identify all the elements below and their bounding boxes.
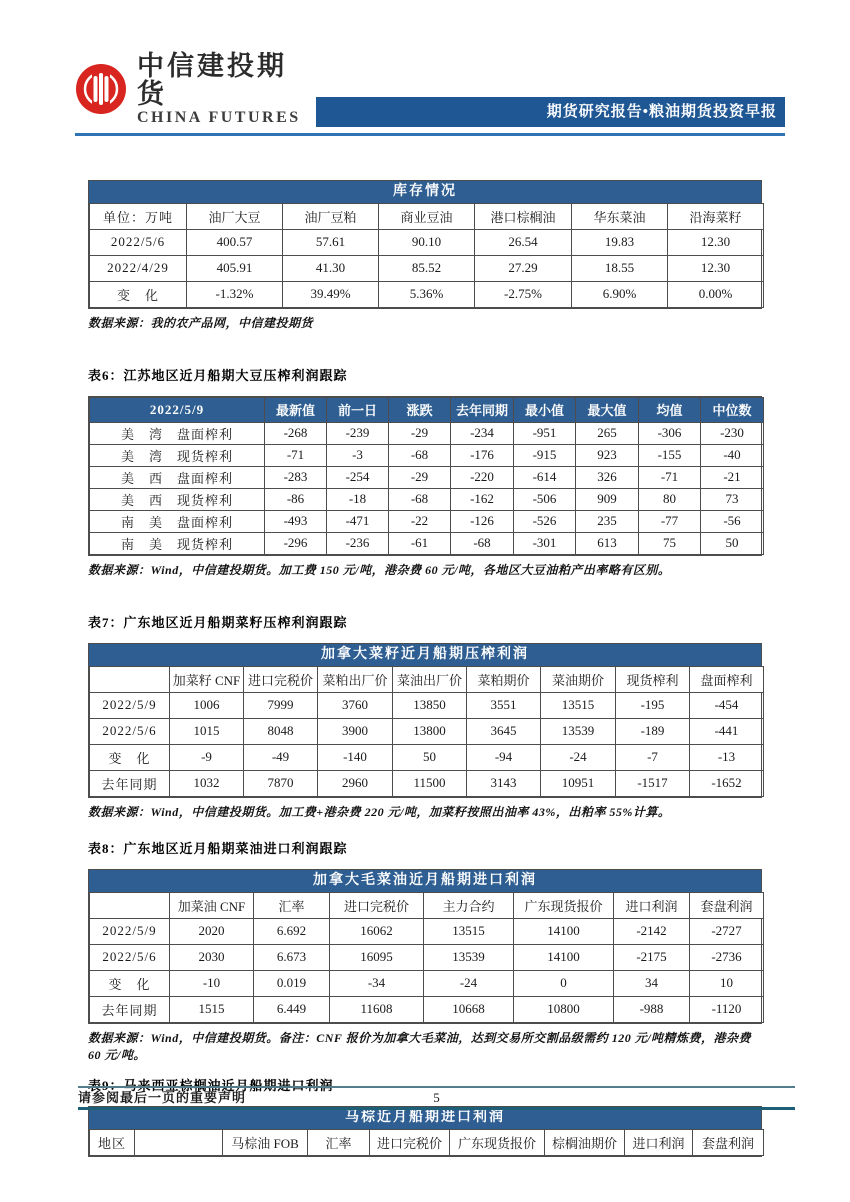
column-header: 广东现货报价 xyxy=(450,1129,545,1155)
table-row xyxy=(90,532,764,554)
row-label: 美 湾 盘面榨利 xyxy=(90,422,265,444)
table-cell: -306 xyxy=(639,422,701,444)
table-row xyxy=(90,229,764,255)
table-cell: 80 xyxy=(639,488,701,510)
row-label: 去年同期 xyxy=(90,996,170,1022)
row-label: 2022/5/9 xyxy=(90,918,170,944)
rapeoil-import-table-title: 加拿大毛菜油近月船期进口利润 xyxy=(89,870,761,892)
table-cell: -162 xyxy=(451,488,514,510)
table-cell: 2030 xyxy=(170,944,254,970)
table-cell: -526 xyxy=(514,510,576,532)
column-header: 涨跌 xyxy=(389,397,451,422)
rapeseed-crush-table-frame xyxy=(88,643,762,798)
column-header: 菜油期价 xyxy=(541,666,616,692)
table-cell: 14100 xyxy=(514,944,614,970)
inventory-table xyxy=(89,203,764,308)
table-cell: 405.91 xyxy=(187,255,283,281)
brand-name-cn: 中信建投期货 xyxy=(137,51,287,110)
soy-crush-section xyxy=(88,365,762,578)
inventory-table-title: 库存情况 xyxy=(89,181,761,203)
soy-crush-table xyxy=(89,397,764,555)
column-header xyxy=(90,892,170,918)
table-cell: -1517 xyxy=(616,770,690,796)
report-title-band: 期货研究报告•粮油期货投资早报 xyxy=(316,97,785,127)
table-row xyxy=(90,281,764,307)
column-header xyxy=(135,1129,223,1155)
table-cell: 1032 xyxy=(170,770,244,796)
column-header: 油厂豆粕 xyxy=(283,203,379,229)
table-cell: 2960 xyxy=(318,770,393,796)
rapeoil-import-table-frame xyxy=(88,869,762,1024)
column-header: 沿海菜籽 xyxy=(668,203,764,229)
table-cell: 235 xyxy=(576,510,639,532)
table-cell: 0 xyxy=(514,970,614,996)
table-cell: 50 xyxy=(701,532,764,554)
table-cell: -2142 xyxy=(614,918,690,944)
table-cell: -24 xyxy=(541,744,616,770)
table-cell: 27.29 xyxy=(475,255,572,281)
column-header: 进口利润 xyxy=(614,892,690,918)
table8-caption: 表8：广东地区近月船期菜油进口利润跟踪 xyxy=(88,840,348,856)
table-cell: -2175 xyxy=(614,944,690,970)
table-cell: 1006 xyxy=(170,692,244,718)
column-header: 均值 xyxy=(639,397,701,422)
table-row xyxy=(90,744,764,770)
column-header: 进口完税价 xyxy=(330,892,424,918)
table-cell: -24 xyxy=(424,970,514,996)
table-cell: -3 xyxy=(327,444,389,466)
table-cell: 6.90% xyxy=(572,281,668,307)
header-row xyxy=(90,666,764,692)
table-cell: 10951 xyxy=(541,770,616,796)
table-row xyxy=(90,996,764,1022)
table-cell: -189 xyxy=(616,718,690,744)
table-cell: 1015 xyxy=(170,718,244,744)
column-header: 广东现货报价 xyxy=(514,892,614,918)
table-cell: -155 xyxy=(639,444,701,466)
table-cell: -220 xyxy=(451,466,514,488)
table-cell: 14100 xyxy=(514,918,614,944)
table-cell: 6.692 xyxy=(254,918,330,944)
table-cell: -71 xyxy=(265,444,327,466)
column-header: 菜粕出厂价 xyxy=(318,666,393,692)
palm-import-table-frame xyxy=(88,1106,762,1157)
palm-import-table xyxy=(89,1129,764,1156)
table-cell: -195 xyxy=(616,692,690,718)
data-source-note: 数据来源：Wind，中信建投期货。加工费 150 元/吨，港杂费 60 元/吨，各地区大豆油粕产出率略有区别。 xyxy=(88,562,671,577)
table-cell: 265 xyxy=(576,422,639,444)
brand-name-en: CHINA FUTURES xyxy=(137,108,301,126)
header-row xyxy=(90,203,764,229)
column-header: 去年同期 xyxy=(451,397,514,422)
table-cell: 3143 xyxy=(467,770,541,796)
table-cell: -34 xyxy=(330,970,424,996)
page-header xyxy=(75,52,785,127)
table-cell: 12.30 xyxy=(668,229,764,255)
data-source-note: 数据来源：Wind，中信建投期货。加工费+港杂费 220 元/吨，加菜籽按照出油率 43%，出粕率 55%计算。 xyxy=(88,804,671,819)
table-cell: -40 xyxy=(701,444,764,466)
table-cell: -86 xyxy=(265,488,327,510)
table-cell: 50 xyxy=(393,744,467,770)
table-cell: 90.10 xyxy=(379,229,475,255)
table-cell: -18 xyxy=(327,488,389,510)
table-cell: 7999 xyxy=(244,692,318,718)
table-row xyxy=(90,970,764,996)
table-cell: -49 xyxy=(244,744,318,770)
table-row xyxy=(90,422,764,444)
table-cell: -22 xyxy=(389,510,451,532)
column-header: 中位数 xyxy=(701,397,764,422)
table-cell: -239 xyxy=(327,422,389,444)
table-cell: 6.673 xyxy=(254,944,330,970)
rapeoil-import-section xyxy=(88,838,762,1063)
palm-import-table-title: 马棕近月船期进口利润 xyxy=(89,1107,761,1129)
table-cell: 11500 xyxy=(393,770,467,796)
table-cell: 3551 xyxy=(467,692,541,718)
table-cell: 16062 xyxy=(330,918,424,944)
table-cell: -21 xyxy=(701,466,764,488)
table-cell: 85.52 xyxy=(379,255,475,281)
table-cell: -77 xyxy=(639,510,701,532)
row-label: 2022/5/6 xyxy=(90,229,187,255)
table-cell: 10800 xyxy=(514,996,614,1022)
table-cell: 0.00% xyxy=(668,281,764,307)
page-footer xyxy=(78,1086,795,1110)
column-header: 最大值 xyxy=(576,397,639,422)
table-cell: -29 xyxy=(389,422,451,444)
soy-crush-table-frame xyxy=(88,396,762,556)
header-row xyxy=(90,1129,764,1155)
table-cell: 326 xyxy=(576,466,639,488)
column-header: 前一日 xyxy=(327,397,389,422)
row-label: 美 西 盘面榨利 xyxy=(90,466,265,488)
table-row xyxy=(90,918,764,944)
table-row xyxy=(90,944,764,970)
column-header: 加菜油 CNF xyxy=(170,892,254,918)
rapeseed-crush-table xyxy=(89,666,764,797)
table-cell: 13800 xyxy=(393,718,467,744)
column-header: 进口完税价 xyxy=(244,666,318,692)
table-cell: 909 xyxy=(576,488,639,510)
table-cell: -296 xyxy=(265,532,327,554)
table-cell: -71 xyxy=(639,466,701,488)
column-header: 最新值 xyxy=(265,397,327,422)
table-cell: 0.019 xyxy=(254,970,330,996)
table-cell: 8048 xyxy=(244,718,318,744)
table-cell: 19.83 xyxy=(572,229,668,255)
table-cell: -10 xyxy=(170,970,254,996)
table-cell: -441 xyxy=(690,718,764,744)
rapeseed-crush-table-title: 加拿大菜籽近月船期压榨利润 xyxy=(89,644,761,666)
table-cell: -68 xyxy=(451,532,514,554)
table-cell: 18.55 xyxy=(572,255,668,281)
inventory-section xyxy=(88,180,762,331)
disclaimer-text: 请参阅最后一页的重要声明 xyxy=(78,1090,247,1105)
table-cell: 13539 xyxy=(424,944,514,970)
table-cell: 7870 xyxy=(244,770,318,796)
column-header: 华东菜油 xyxy=(572,203,668,229)
table-cell: -68 xyxy=(389,488,451,510)
row-label: 变 化 xyxy=(90,970,170,996)
footer-row xyxy=(78,1088,795,1107)
column-header: 盘面榨利 xyxy=(690,666,764,692)
table-cell: -988 xyxy=(614,996,690,1022)
data-source-note: 数据来源：我的农产品网，中信建投期货 xyxy=(88,315,314,330)
table-cell: -176 xyxy=(451,444,514,466)
table-cell: -236 xyxy=(327,532,389,554)
table-cell: -140 xyxy=(318,744,393,770)
table-row xyxy=(90,466,764,488)
row-label: 2022/5/9 xyxy=(90,692,170,718)
table-row xyxy=(90,488,764,510)
table-cell: -493 xyxy=(265,510,327,532)
table-cell: 2020 xyxy=(170,918,254,944)
column-header: 2022/5/9 xyxy=(90,397,265,422)
row-label: 美 西 现货榨利 xyxy=(90,488,265,510)
table-cell: 3645 xyxy=(467,718,541,744)
table-row xyxy=(90,692,764,718)
table6-caption: 表6：江苏地区近月船期大豆压榨利润跟踪 xyxy=(88,367,348,383)
table-cell: -1652 xyxy=(690,770,764,796)
table-cell: -454 xyxy=(690,692,764,718)
table-cell: 10668 xyxy=(424,996,514,1022)
row-label: 变 化 xyxy=(90,281,187,307)
table-cell: -951 xyxy=(514,422,576,444)
column-header: 加菜籽 CNF xyxy=(170,666,244,692)
column-header: 棕榈油期价 xyxy=(545,1129,625,1155)
table-row xyxy=(90,718,764,744)
table-cell: 16095 xyxy=(330,944,424,970)
row-label: 美 湾 现货榨利 xyxy=(90,444,265,466)
column-header xyxy=(90,666,170,692)
table-cell: 13539 xyxy=(541,718,616,744)
rapeoil-import-table xyxy=(89,892,764,1023)
table-cell: -506 xyxy=(514,488,576,510)
table-cell: -283 xyxy=(265,466,327,488)
column-header: 菜油出厂价 xyxy=(393,666,467,692)
column-header: 套盘利润 xyxy=(690,892,764,918)
column-header: 汇率 xyxy=(308,1129,370,1155)
table-cell: -471 xyxy=(327,510,389,532)
table-cell: 73 xyxy=(701,488,764,510)
table-cell: -1.32% xyxy=(187,281,283,307)
rapeseed-crush-section xyxy=(88,612,762,820)
table-cell: 41.30 xyxy=(283,255,379,281)
table-cell: 3900 xyxy=(318,718,393,744)
row-label: 南 美 现货榨利 xyxy=(90,532,265,554)
table-row xyxy=(90,770,764,796)
table-cell: 1515 xyxy=(170,996,254,1022)
header-divider xyxy=(75,133,785,136)
table-cell: -230 xyxy=(701,422,764,444)
inventory-table-frame xyxy=(88,180,762,309)
table-cell: -94 xyxy=(467,744,541,770)
footer-rule-bottom xyxy=(78,1107,795,1110)
table-cell: 13850 xyxy=(393,692,467,718)
table-cell: -68 xyxy=(389,444,451,466)
citic-emblem-icon xyxy=(75,63,127,115)
table-row xyxy=(90,510,764,532)
table-cell: 400.57 xyxy=(187,229,283,255)
table-cell: -234 xyxy=(451,422,514,444)
table-cell: 5.36% xyxy=(379,281,475,307)
column-header: 汇率 xyxy=(254,892,330,918)
brand-logo xyxy=(75,52,316,127)
column-header: 最小值 xyxy=(514,397,576,422)
table-cell: -2727 xyxy=(690,918,764,944)
table-cell: 39.49% xyxy=(283,281,379,307)
row-label: 2022/5/6 xyxy=(90,944,170,970)
table-cell: 6.449 xyxy=(254,996,330,1022)
table-cell: 3760 xyxy=(318,692,393,718)
table-cell: -29 xyxy=(389,466,451,488)
table-cell: 10 xyxy=(690,970,764,996)
column-header: 进口利润 xyxy=(625,1129,693,1155)
row-label: 去年同期 xyxy=(90,770,170,796)
table-cell: 34 xyxy=(614,970,690,996)
column-header: 港口棕榈油 xyxy=(475,203,572,229)
brand-text xyxy=(137,52,316,127)
table-cell: -254 xyxy=(327,466,389,488)
table-cell: 75 xyxy=(639,532,701,554)
column-header: 单位：万吨 xyxy=(90,203,187,229)
page-number: 5 xyxy=(433,1090,440,1105)
table-cell: 26.54 xyxy=(475,229,572,255)
row-label: 2022/4/29 xyxy=(90,255,187,281)
column-header: 现货榨利 xyxy=(616,666,690,692)
table-row xyxy=(90,444,764,466)
row-label: 变 化 xyxy=(90,744,170,770)
table-cell: -61 xyxy=(389,532,451,554)
table-cell: 57.61 xyxy=(283,229,379,255)
report-content xyxy=(88,180,762,1157)
table-cell: -2736 xyxy=(690,944,764,970)
table-cell: -915 xyxy=(514,444,576,466)
table7-caption: 表7：广东地区近月船期菜籽压榨利润跟踪 xyxy=(88,614,348,630)
table-cell: -9 xyxy=(170,744,244,770)
table-cell: 613 xyxy=(576,532,639,554)
table-cell: -301 xyxy=(514,532,576,554)
table-cell: -7 xyxy=(616,744,690,770)
table-cell: -13 xyxy=(690,744,764,770)
table-cell: -268 xyxy=(265,422,327,444)
table-cell: -126 xyxy=(451,510,514,532)
table-cell: -56 xyxy=(701,510,764,532)
data-source-note: 数据来源：Wind，中信建投期货。备注：CNF 报价为加拿大毛菜油，达到交易所交割品级需约 120 元/吨精炼费，港杂费 60 元/吨。 xyxy=(88,1030,752,1062)
table-cell: 12.30 xyxy=(668,255,764,281)
row-label: 南 美 盘面榨利 xyxy=(90,510,265,532)
table-cell: 13515 xyxy=(541,692,616,718)
table-cell: 923 xyxy=(576,444,639,466)
table-cell: 11608 xyxy=(330,996,424,1022)
column-header: 油厂大豆 xyxy=(187,203,283,229)
table-cell: -1120 xyxy=(690,996,764,1022)
column-header: 地区 xyxy=(90,1129,135,1155)
table9-caption: 表9：马来西亚棕榈油近月船期进口利润 xyxy=(88,1077,334,1093)
column-header: 商业豆油 xyxy=(379,203,475,229)
header-row xyxy=(90,892,764,918)
column-header: 菜粕期价 xyxy=(467,666,541,692)
column-header: 马棕油 FOB xyxy=(223,1129,308,1155)
row-label: 2022/5/6 xyxy=(90,718,170,744)
header-row xyxy=(90,397,764,422)
column-header: 进口完税价 xyxy=(370,1129,450,1155)
column-header: 主力合约 xyxy=(424,892,514,918)
table-cell: -2.75% xyxy=(475,281,572,307)
table-row xyxy=(90,255,764,281)
table-cell: 13515 xyxy=(424,918,514,944)
column-header: 套盘利润 xyxy=(693,1129,764,1155)
table-cell: -614 xyxy=(514,466,576,488)
